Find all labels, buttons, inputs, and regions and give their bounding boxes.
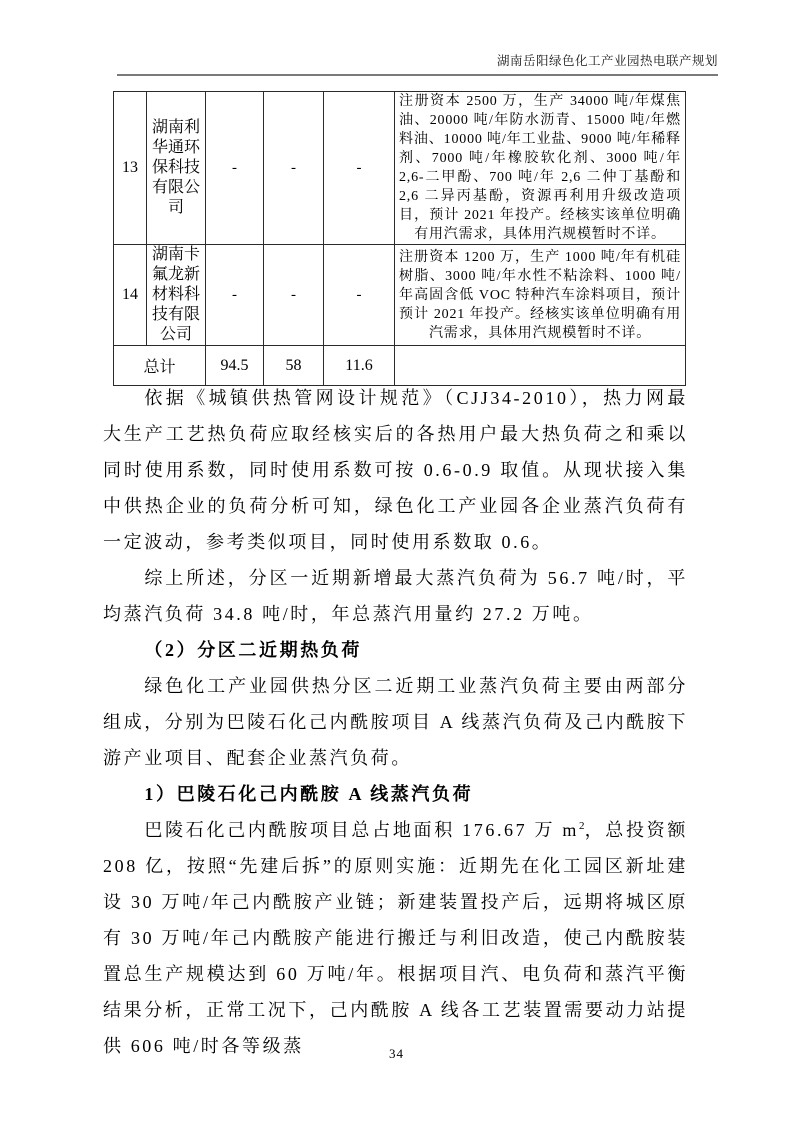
square-meter-superscript: 2 (578, 820, 585, 832)
row-13-index: 13 (114, 92, 147, 245)
paragraph-baling-project (103, 812, 688, 1064)
table-row-14 (114, 245, 686, 346)
paragraph-zone2-composition: 绿色化工产业园供热分区二近期工业蒸汽负荷主要由两部分组成，分别为巴陵石化己内酰胺项目 A 线蒸汽负荷及己内酰胺下游产业项目、配套企业蒸汽负荷。 (103, 676, 689, 768)
row-14-col3: - (206, 245, 264, 346)
total-label: 总计 (114, 346, 206, 386)
heading-zone2-heat-load: （2）分区二近期热负荷 (144, 640, 362, 660)
baling-text-before-sup: 巴陵石化己内酰胺项目总占地面积 176.67 万 m (144, 820, 579, 840)
row-13-company: 湖南利华通环保科技有限公司 (147, 92, 206, 245)
total-value-3: 11.6 (324, 346, 395, 386)
total-value-1: 94.5 (206, 346, 264, 386)
row-14-index: 14 (114, 245, 147, 346)
header-title: 湖南岳阳绿色化工产业园热电联产规划 (496, 54, 718, 68)
total-value-2: 58 (264, 346, 324, 386)
companies-table (113, 91, 686, 386)
row-14-description: 注册资本 1200 万，生产 1000 吨/年有机硅树脂、3000 吨/年水性不粘涂料、1000 吨/年高固含低 VOC 特种汽车涂料项目，预计预计 2021 年投产。经核实该单位明确有用汽需求，具体用汽规模暂时不详。 (395, 245, 686, 346)
row-13-col5: - (324, 92, 395, 245)
row-13-col3: - (206, 92, 264, 245)
heading-baling-line-a: 1）巴陵石化己内酰胺 A 线蒸汽负荷 (144, 784, 474, 804)
paragraph-zone1-summary: 综上所述，分区一近期新增最大蒸汽负荷为 56.7 吨/时，平均蒸汽负荷 34.8 吨/时，年总蒸汽用量约 27.2 万吨。 (103, 568, 688, 624)
row-13-description: 注册资本 2500 万，生产 34000 吨/年煤焦油、20000 吨/年防水沥青、15000 吨/年燃料油、10000 吨/年工业盐、9000 吨/年稀释剂、7000 吨/年橡胶软化剂、3000 吨/年 2,6-二甲酚、700 吨/年 2,6 二仲丁基酚和 2,6 二异丙基酚，资源再利用升级改造项目，预计 2021 年投产。经核实该单位明确有用汽需求，具体用汽规模暂时不详。 (395, 92, 686, 245)
row-14-col4: - (264, 245, 324, 346)
row-14-col5: - (324, 245, 395, 346)
page-number: 34 (389, 1046, 404, 1061)
row-14-company: 湖南卡氟龙新材料科技有限公司 (147, 245, 206, 346)
body-text (103, 380, 688, 1064)
paragraph-standard-basis: 依据《城镇供热管网设计规范》（CJJ34-2010），热力网最大生产工艺热负荷应取经核实后的各热用户最大热负荷之和乘以同时使用系数，同时使用系数可按 0.6-0.9 取值。从现状接入集中供热企业的负荷分析可知，绿色化工产业园各企业蒸汽负荷有一定波动，参考类似项目，同时使用系数取 0.6。 (103, 388, 688, 552)
row-13-col4: - (264, 92, 324, 245)
baling-text-after-sup: ，总投资额 208 亿，按照“先建后拆”的原则实施：近期先在化工园区新址建设 30 万吨/年己内酰胺产业链；新建装置投产后，远期将城区原有 30 万吨/年己内酰胺产能进行搬迁与利旧改造，使己内酰胺装置总生产规模达到 60 万吨/年。根据项目汽、电负荷和蒸汽平衡结果分析，正常工况下，己内酰胺 A 线各工艺装置需要动力站提供 606 吨/时各等级蒸 (103, 820, 689, 1056)
page-header (117, 53, 718, 76)
table-row-13 (114, 92, 686, 245)
